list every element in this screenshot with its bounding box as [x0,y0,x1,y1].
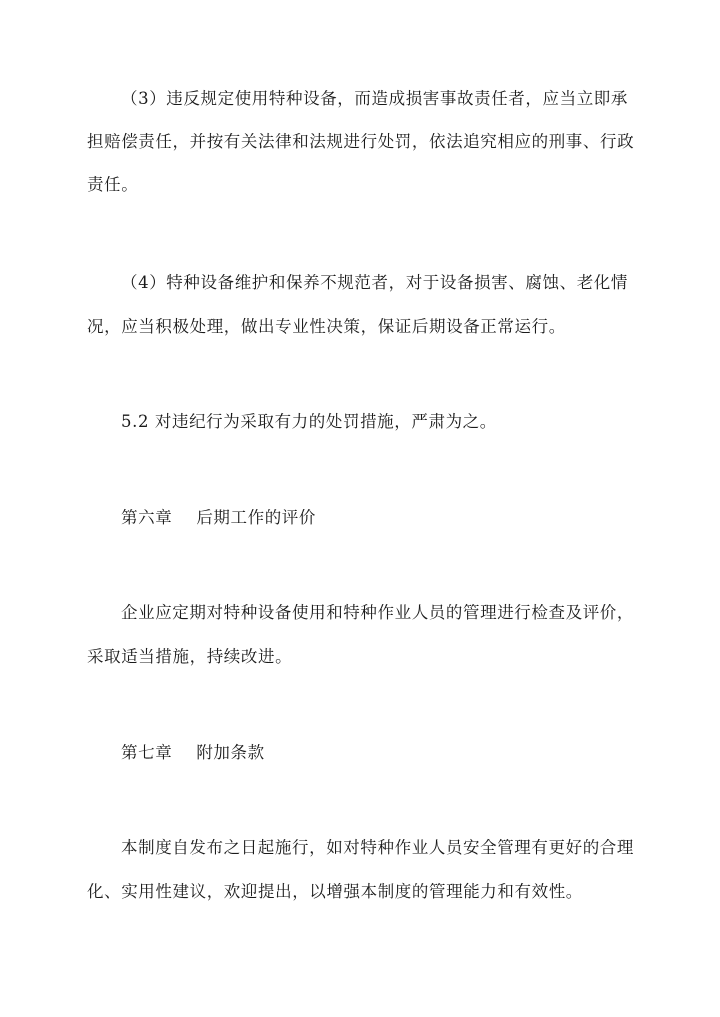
paragraph-4-line-1: （4）特种设备维护和保养不规范者，对于设备损害、腐蚀、老化情 [121,273,628,292]
chapter-7-number: 第七章 [121,743,173,762]
chapter-7-body-line-1: 本制度自发布之日起施行，如对特种作业人员安全管理有更好的合理 [121,838,634,857]
chapter-7-heading [121,742,265,764]
paragraph-3-line-2: 担赔偿责任，并按有关法律和法规进行处罚，依法追究相应的刑事、行政 [87,132,635,151]
paragraph-3-line-1: （3）违反规定使用特种设备，而造成损害事故责任者，应当立即承 [121,89,628,108]
section-5-2-line: 5.2 对违纪行为采取有力的处罚措施，严肃为之。 [121,412,497,431]
chapter-6-title: 后期工作的评价 [196,508,317,527]
paragraph-4-line-2: 况，应当积极处理，做出专业性决策，保证后期设备正常运行。 [87,317,566,336]
chapter-7-title: 附加条款 [196,743,265,762]
chapter-7-body-line-2: 化、实用性建议，欢迎提出，以增强本制度的管理能力和有效性。 [87,882,583,901]
paragraph-3-line-3: 责任。 [87,175,139,194]
chapter-6-heading [121,507,316,529]
chapter-6-number: 第六章 [121,508,173,527]
chapter-6-body-line-1: 企业应定期对特种设备使用和特种作业人员的管理进行检查及评价， [121,603,634,622]
chapter-6-body-line-2: 采取适当措施，持续改进。 [87,647,293,666]
